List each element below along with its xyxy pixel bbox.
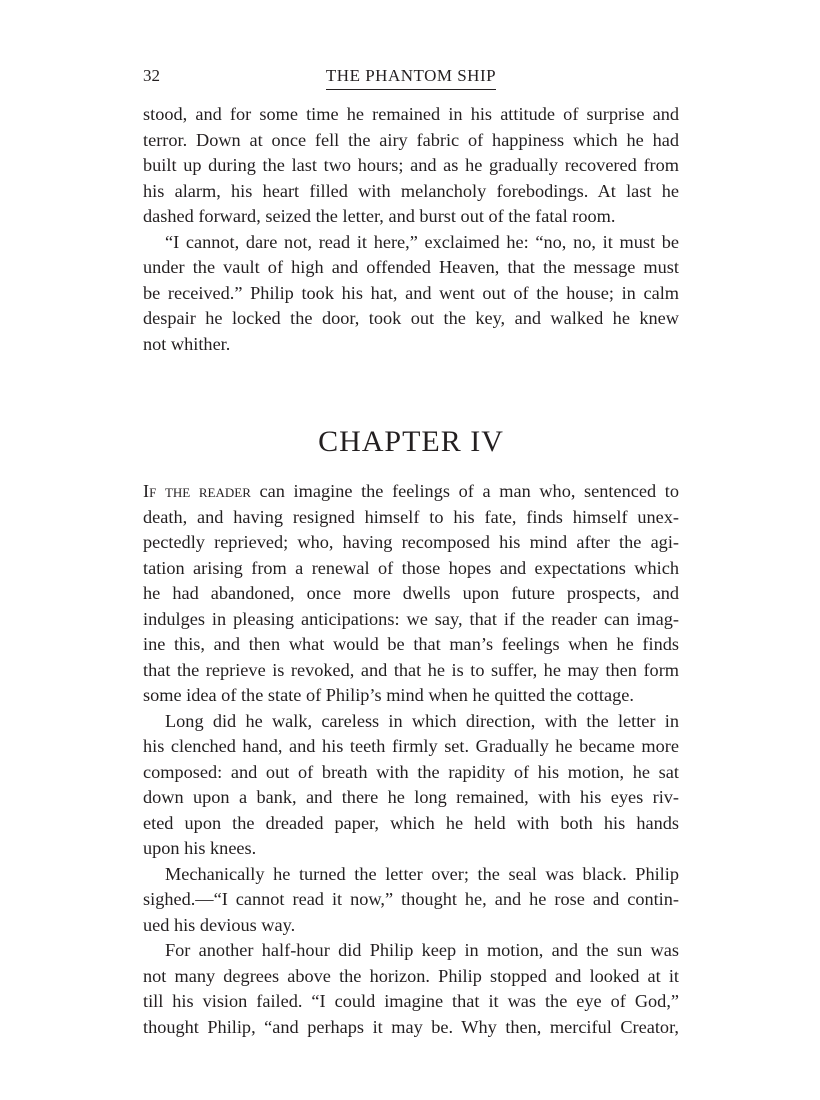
text-line: be received.” Philip took his hat, and went out of the house; in calm (143, 282, 679, 303)
text-line: eted upon the dreaded paper, which he held with both his hands (143, 812, 679, 833)
text-line: death, and having resigned himself to his fate, finds himself unex- (143, 506, 679, 527)
text-line: he had abandoned, once more dwells upon future prospects, and (143, 583, 679, 603)
text-line: some idea of the state of Philip’s mind when he quitted the cottage. (143, 685, 634, 705)
text-line: his clenched hand, and his teeth firmly set. Gradually he became more (143, 736, 679, 756)
text-line: despair he locked the door, took out the key, and walked he knew (143, 308, 679, 328)
opening-smallcaps: If the reader (143, 481, 251, 501)
text-line: upon his knees. (143, 838, 257, 858)
text-line: down upon a bank, and there he long remained, with his eyes riv- (143, 787, 679, 807)
text-line: ine this, and then what would be that man’s feelings when he finds (143, 634, 679, 654)
text-line: not many degrees above the horizon. Philip stopped and looked at it (143, 965, 679, 986)
text-line: stood, and for some time he remained in his attitude of surprise and (143, 104, 679, 124)
text-line: composed: and out of breath with the rapidity of his motion, he sat (143, 761, 679, 782)
text-line: not whither. (143, 333, 231, 354)
running-title-text: THE PHANTOM SHIP (326, 66, 496, 90)
text-line-opening (143, 479, 679, 505)
text-line: indulges in pleasing anticipations: we say, that if the reader can imag- (143, 608, 679, 629)
text-line: terror. Down at once fell the airy fabric of happiness which he had (143, 129, 679, 150)
text-line: ued his devious way. (143, 914, 296, 935)
page-number: 32 (143, 66, 160, 85)
text-line: tation arising from a renewal of those hopes and expectations which (143, 557, 679, 578)
chapter-text (143, 479, 679, 1040)
running-title (143, 66, 679, 90)
text-line: Long did he walk, careless in which direction, with the letter in (165, 710, 679, 731)
text-line: his alarm, his heart filled with melancholy forebodings. At last he (143, 180, 679, 201)
running-head (143, 66, 679, 96)
text-line: For another half-hour did Philip keep in motion, and the sun was (165, 940, 679, 960)
text-line: Mechanically he turned the letter over; the seal was black. Philip (165, 863, 679, 884)
text-line: dashed forward, seized the letter, and burst out of the fatal room. (143, 206, 616, 226)
opening-rest: can imagine the feelings of a man who, sentenced to (250, 481, 679, 501)
text-line: under the vault of high and offended Heaven, that the message must (143, 257, 679, 277)
text-line: till his vision failed. “I could imagine that it was the eye of God,” (143, 991, 679, 1011)
continued-text (143, 102, 679, 357)
text-line: that the reprieve is revoked, and that he is to suffer, he may then form (143, 659, 679, 680)
text-line: thought Philip, “and perhaps it may be. Why then, merciful Creator, (143, 1016, 679, 1037)
text-line: pectedly reprieved; who, having recomposed his mind after the agi- (143, 532, 679, 552)
chapter-heading: CHAPTER IV (318, 425, 504, 459)
text-line: built up during the last two hours; and as he gradually recovered from (143, 155, 679, 175)
text-line: sighed.—“I cannot read it now,” thought he, and he rose and contin- (143, 889, 679, 909)
text-line: “I cannot, dare not, read it here,” exclaimed he: “no, no, it must be (165, 231, 679, 252)
